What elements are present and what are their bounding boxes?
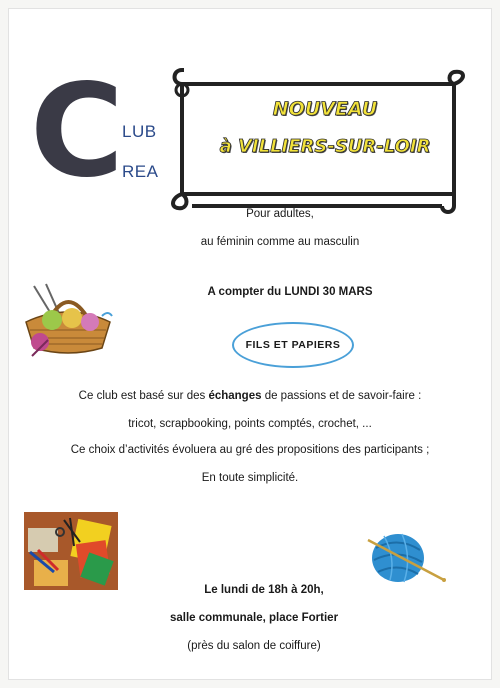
scroll-banner — [170, 68, 470, 216]
venue-line: salle communale, place Fortier — [169, 612, 339, 624]
landmark-line: (près du salon de coiffure) — [187, 640, 321, 652]
description-prefix: Ce club est basé sur des — [78, 390, 209, 402]
banner-title-nouveau: NOUVEAU — [272, 98, 378, 120]
activities-line: tricot, scrapbooking, points comptés, crochet, ... — [128, 418, 372, 430]
schedule-line: Le lundi de 18h à 20h, — [204, 584, 324, 596]
start-date: A compter du LUNDI 30 MARS — [207, 286, 373, 298]
logo-text-lub: LUB — [122, 122, 157, 141]
logo-letter-c: C — [30, 57, 124, 206]
audience-line-2: au féminin comme au masculin — [200, 236, 360, 248]
scrapbook-supplies-icon — [24, 512, 118, 590]
theme-oval-fils-et-papiers: FILS ET PAPIERS — [232, 322, 354, 368]
choice-line: Ce choix d’activités évoluera au gré des propositions des participants ; — [70, 444, 430, 456]
audience-line-1: Pour adultes, — [246, 208, 314, 220]
knitting-basket-icon — [18, 282, 118, 362]
description-suffix: de passions et de savoir-faire : — [261, 390, 422, 402]
yarn-ball-icon — [360, 518, 452, 588]
simplicity-line: En toute simplicité. — [201, 472, 299, 484]
logo-text-rea: REA — [122, 162, 159, 181]
club-crea-logo — [30, 57, 170, 206]
description-bold-echanges: échanges — [208, 390, 262, 402]
description-line — [0, 390, 500, 402]
banner-title-location: à VILLIERS-SUR-LOIR — [219, 136, 431, 157]
